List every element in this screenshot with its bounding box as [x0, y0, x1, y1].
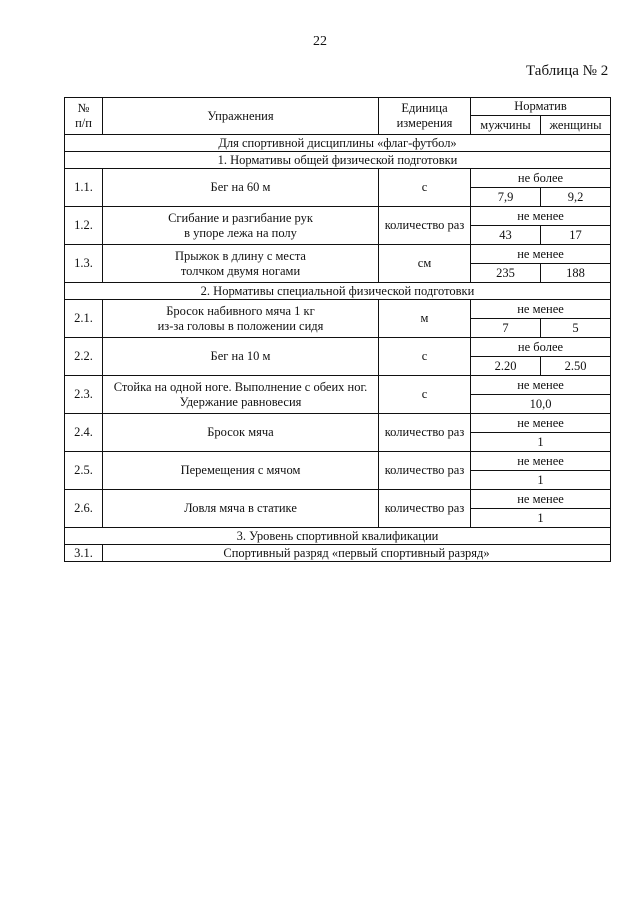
- row-women-value: 5: [541, 319, 611, 338]
- row-exercise: Прыжок в длину с места толчком двумя ногами: [103, 245, 379, 283]
- header-num: № п/п: [65, 98, 103, 135]
- row-unit: количество раз: [379, 452, 471, 490]
- row-unit: количество раз: [379, 207, 471, 245]
- row-men-value: 7,9: [471, 188, 541, 207]
- row-condition: не менее: [471, 490, 611, 509]
- header-men: мужчины: [471, 116, 541, 135]
- row-exercise: Ловля мяча в статике: [103, 490, 379, 528]
- row-condition: не менее: [471, 207, 611, 226]
- section-row: [65, 283, 611, 300]
- row-women-value: 2.50: [541, 357, 611, 376]
- table-row: [65, 207, 611, 226]
- table-row: [65, 300, 611, 319]
- row-women-value: 188: [541, 264, 611, 283]
- section-title: 3. Уровень спортивной квалификации: [65, 528, 611, 545]
- row-unit: количество раз: [379, 490, 471, 528]
- row-condition: не менее: [471, 300, 611, 319]
- row-exercise: Бег на 10 м: [103, 338, 379, 376]
- row-exercise: Стойка на одной ноге. Выполнение с обеих ног. Удержание равновесия: [103, 376, 379, 414]
- discipline-row: [65, 135, 611, 152]
- row-condition: не менее: [471, 414, 611, 433]
- row-exercise: Бросок мяча: [103, 414, 379, 452]
- table-row: [65, 414, 611, 433]
- table-caption: Таблица № 2: [526, 63, 609, 79]
- header-unit: Единица измерения: [379, 98, 471, 135]
- row-women-value: 17: [541, 226, 611, 245]
- row-exercise: Бег на 60 м: [103, 169, 379, 207]
- row-exercise: Перемещения с мячом: [103, 452, 379, 490]
- row-unit: количество раз: [379, 414, 471, 452]
- discipline-title: Для спортивной дисциплины «флаг-футбол»: [65, 135, 611, 152]
- row-men-value: 43: [471, 226, 541, 245]
- section-row: [65, 528, 611, 545]
- table-row: [65, 490, 611, 509]
- table-row: [65, 376, 611, 395]
- row-num: 1.1.: [65, 169, 103, 207]
- header-norm: Норматив: [471, 98, 611, 116]
- section-title: 2. Нормативы специальной физической подготовки: [65, 283, 611, 300]
- header-women: женщины: [541, 116, 611, 135]
- norms-table: [64, 97, 611, 562]
- page-number: 22: [313, 34, 327, 49]
- row-common-value: 10,0: [471, 395, 611, 414]
- row-men-value: 235: [471, 264, 541, 283]
- section-row: [65, 152, 611, 169]
- row-women-value: 9,2: [541, 188, 611, 207]
- row-num: 2.3.: [65, 376, 103, 414]
- row-condition: не менее: [471, 245, 611, 264]
- row-condition: не менее: [471, 376, 611, 395]
- table-row: [65, 338, 611, 357]
- section-title: 1. Нормативы общей физической подготовки: [65, 152, 611, 169]
- table-row: [65, 545, 611, 562]
- row-unit: см: [379, 245, 471, 283]
- row-condition: не более: [471, 169, 611, 188]
- row-qualification: Спортивный разряд «первый спортивный разряд»: [103, 545, 611, 562]
- row-num: 2.2.: [65, 338, 103, 376]
- row-num: 1.3.: [65, 245, 103, 283]
- row-condition: не более: [471, 338, 611, 357]
- row-common-value: 1: [471, 509, 611, 528]
- row-men-value: 7: [471, 319, 541, 338]
- table-row: [65, 245, 611, 264]
- row-condition: не менее: [471, 452, 611, 471]
- row-common-value: 1: [471, 433, 611, 452]
- row-common-value: 1: [471, 471, 611, 490]
- row-unit: с: [379, 376, 471, 414]
- row-unit: м: [379, 300, 471, 338]
- row-num: 1.2.: [65, 207, 103, 245]
- header-row: [65, 98, 611, 116]
- row-num: 2.4.: [65, 414, 103, 452]
- row-num: 2.6.: [65, 490, 103, 528]
- header-exercises: Упражнения: [103, 98, 379, 135]
- row-unit: с: [379, 338, 471, 376]
- table-row: [65, 452, 611, 471]
- table-row: [65, 169, 611, 188]
- row-num: 3.1.: [65, 545, 103, 562]
- row-men-value: 2.20: [471, 357, 541, 376]
- row-unit: с: [379, 169, 471, 207]
- row-exercise: Сгибание и разгибание рук в упоре лежа на полу: [103, 207, 379, 245]
- row-num: 2.5.: [65, 452, 103, 490]
- row-exercise: Бросок набивного мяча 1 кг из-за головы в положении сидя: [103, 300, 379, 338]
- row-num: 2.1.: [65, 300, 103, 338]
